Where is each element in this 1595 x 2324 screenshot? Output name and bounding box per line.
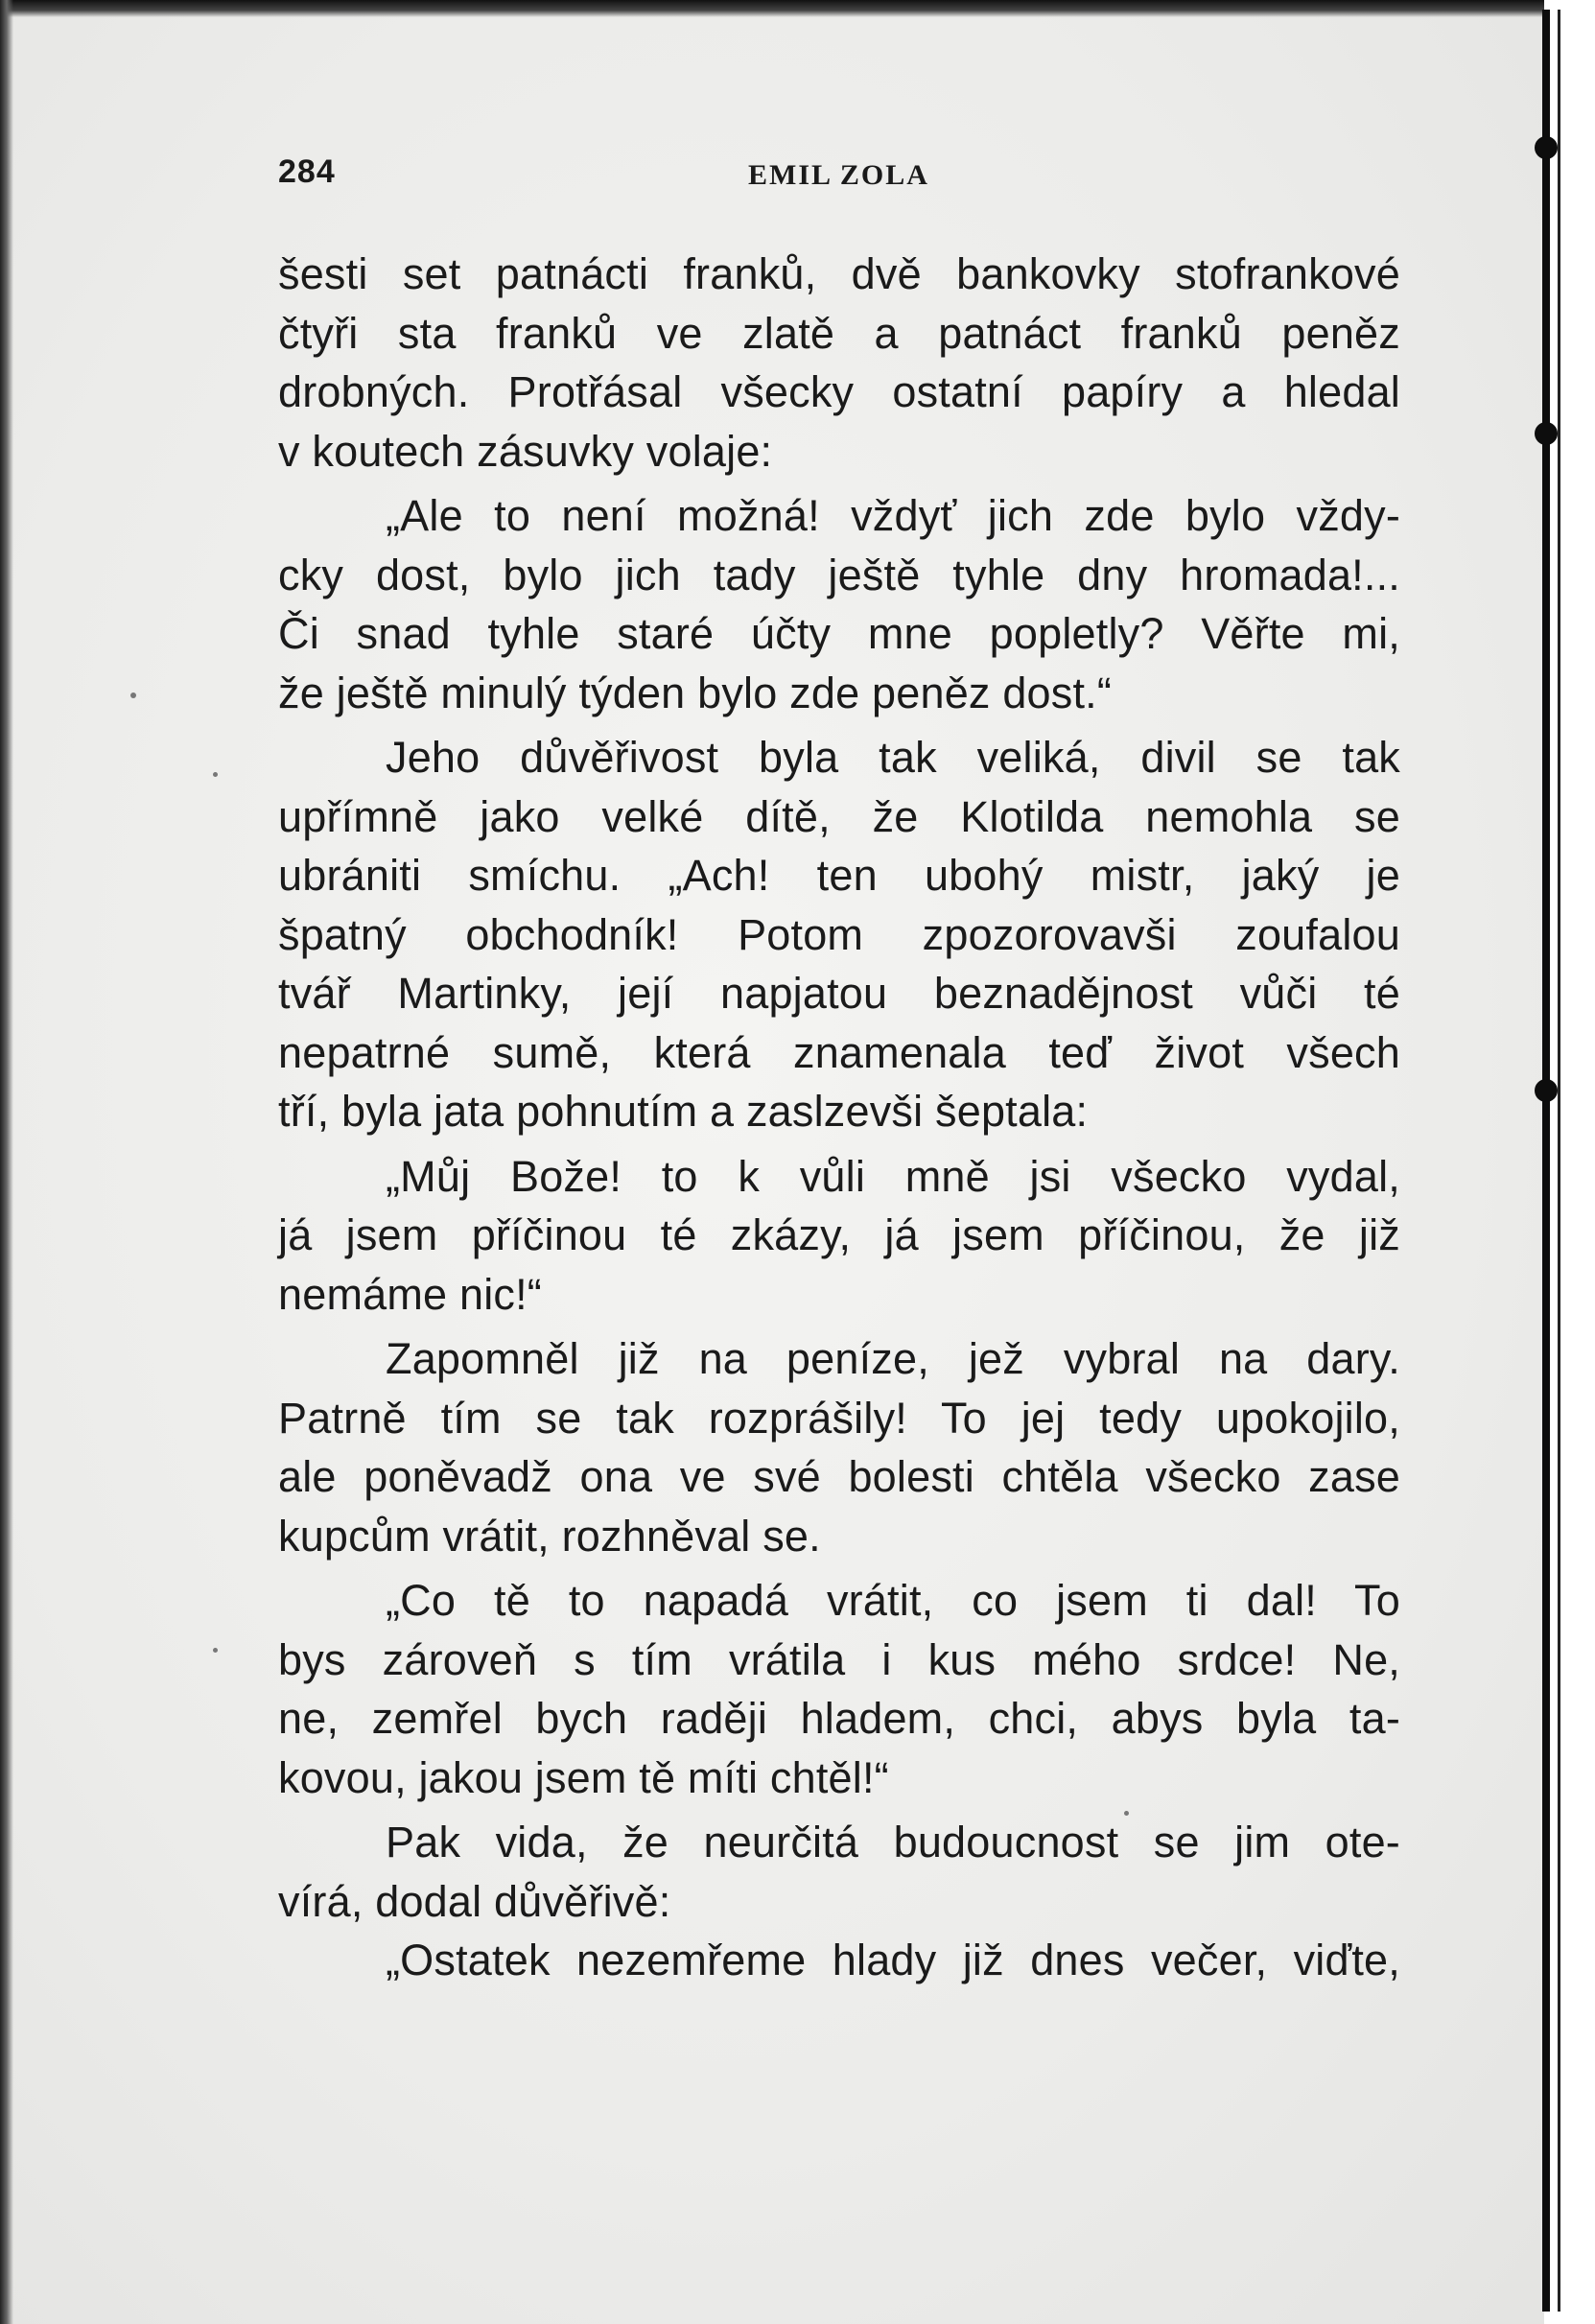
text-line: bys zároveň s tím vrátila i kus mého srdce! Ne, (278, 1634, 1400, 1684)
scan-right-margin (1544, 0, 1595, 2324)
text-line: Pak vida, že neurčitá budoucnost se jim ote- (386, 1818, 1400, 1866)
text-line: cky dost, bylo jich tady ještě tyhle dny hromada!... (278, 550, 1400, 599)
text-line: vírá, dodal důvěřivě: (278, 1876, 671, 1926)
text-line: čtyři sta franků ve zlatě a patnáct franků peněz (278, 308, 1400, 358)
text-line: „Ale to není možná! vždyť jich zde bylo vždy- (386, 491, 1400, 540)
text-line: „Co tě to napadá vrátit, co jsem ti dal! To (386, 1576, 1400, 1625)
page-number: 284 (278, 153, 336, 190)
text-line: nemáme nic!“ (278, 1269, 542, 1319)
scan-speck (213, 1648, 218, 1653)
text-line: nepatrné sumě, která znamenala teď život všech (278, 1027, 1400, 1077)
text-line: drobných. Protřásal všecky ostatní papíry a hledal (278, 367, 1400, 416)
text-line: já jsem příčinou té zkázy, já jsem příčinou, že již (278, 1210, 1400, 1259)
text-line: ne, zemřel bych raději hladem, chci, abys byla ta- (278, 1694, 1400, 1743)
running-head: EMIL ZOLA (748, 159, 929, 191)
text-line: „Můj Bože! to k vůli mně jsi všecko vydal, (386, 1151, 1400, 1201)
text-line: ubrániti smíchu. „Ach! ten ubohý mistr, jaký je (278, 851, 1400, 900)
text-line: „Ostatek nezemřeme hlady již dnes večer, viďte, (386, 1936, 1400, 1984)
text-line: šesti set patnácti franků, dvě bankovky stofrankové (278, 249, 1400, 298)
text-line: ale poněvadž ona ve své bolesti chtěla všecko zase (278, 1452, 1400, 1501)
text-line: kovou, jakou jsem tě míti chtěl!“ (278, 1752, 889, 1802)
scan-right-rule-outer (1558, 10, 1560, 2312)
scan-left-border (0, 0, 13, 2324)
text-line: kupcům vrátit, rozhněval se. (278, 1511, 821, 1561)
text-line: špatný obchodník! Potom zpozorovavši zoufalou (278, 909, 1400, 959)
text-line: Jeho důvěřivost byla tak veliká, divil se tak (386, 733, 1400, 782)
margin-marker (1535, 136, 1558, 159)
scan-top-border (0, 0, 1595, 17)
body-text (278, 245, 1400, 1990)
text-line: upřímně jako velké dítě, že Klotilda nemohla se (278, 791, 1400, 841)
margin-marker (1535, 422, 1558, 445)
text-line: Zapomněl již na peníze, jež vybral na dary. (386, 1334, 1400, 1383)
text-line: Či snad tyhle staré účty mne popletly? Věřte mi, (278, 609, 1400, 658)
scan-speck (213, 772, 218, 777)
text-line: tří, byla jata pohnutím a zaslzevši šeptala: (278, 1087, 1089, 1136)
text-line: v koutech zásuvky volaje: (278, 426, 773, 476)
scan-right-rule (1542, 10, 1550, 2312)
text-line: že ještě minulý týden bylo zde peněz dost.“ (278, 668, 1113, 717)
text-line: Patrně tím se tak rozprášily! To jej tedy upokojilo, (278, 1393, 1400, 1443)
text-line: tvář Martinky, její napjatou beznadějnost vůči té (278, 969, 1400, 1018)
margin-marker (1535, 1079, 1558, 1102)
scan-speck (130, 693, 136, 698)
page-header (278, 153, 1410, 196)
